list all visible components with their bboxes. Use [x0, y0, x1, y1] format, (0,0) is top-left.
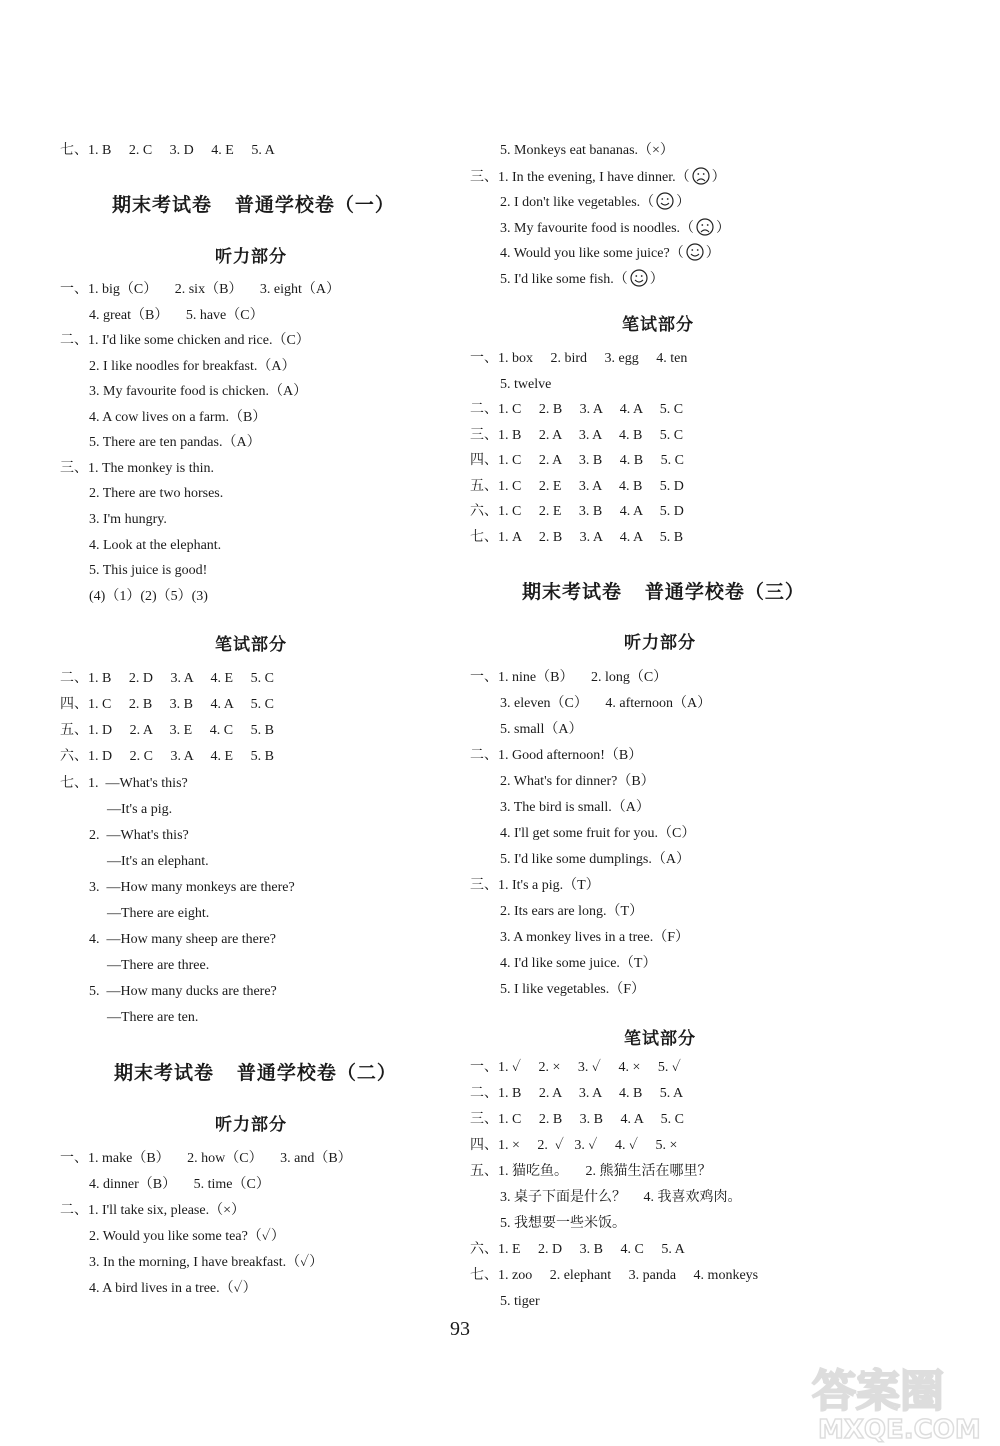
answer-line: [107, 1009, 198, 1027]
line-text: 3. eleven（C） 4. afternoon（A）: [500, 696, 712, 711]
line-text: 二、1. Good afternoon!（B）: [470, 748, 643, 763]
answer-line: [89, 562, 207, 580]
line-text: 4. I'd like some juice.（T）: [500, 956, 657, 971]
answer-line: [470, 427, 683, 445]
line-text: 一、1. make（B） 2. how（C） 3. and（B）: [60, 1151, 352, 1166]
answer-line: [500, 1215, 626, 1233]
answer-line: [60, 1150, 352, 1168]
section-title: [114, 1058, 397, 1085]
line-text: 4. Would you like some juice?（: [500, 246, 684, 261]
line-text: 2. I don't like vegetables.（: [500, 195, 655, 210]
line-text: —It's a pig.: [107, 802, 173, 817]
line-text: 听力部分: [215, 247, 287, 267]
watermark-text-cn: 答案圈: [812, 1366, 944, 1417]
line-text: 3. 桌子下面是什么？ 4. 我喜欢鸡肉。: [500, 1190, 742, 1205]
line-text: 3. My favourite food is chicken.（A）: [89, 384, 308, 399]
answer-line: [500, 1293, 540, 1311]
answer-line: [470, 1267, 758, 1285]
answer-line: [500, 825, 695, 843]
line-text: 4. Look at the elephant.: [89, 538, 222, 553]
answer-line: [470, 877, 600, 895]
answer-line: [500, 721, 582, 739]
answer-line: [89, 307, 264, 325]
answer-line: [60, 696, 274, 714]
watermark-logo: [808, 1360, 994, 1444]
line-text: 2. What's for dinner?（B）: [500, 774, 655, 789]
answer-line: [500, 981, 645, 999]
answer-line: [470, 452, 684, 470]
happy-face-icon: [630, 269, 648, 287]
line-text: 2. There are two horses.: [89, 486, 224, 501]
answer-line: [89, 931, 276, 949]
answer-line: [470, 1163, 712, 1181]
line-text: 七、1. A 2. B 3. A 4. A 5. B: [470, 530, 684, 545]
line-text: 4. —How many sheep are there?: [89, 932, 276, 947]
answer-line: [500, 929, 689, 947]
answer-line: [500, 376, 551, 394]
line-text: 四、1. C 2. B 3. B 4. A 5. C: [60, 697, 274, 712]
line-text: 3. A monkey lives in a tree.（F）: [500, 930, 689, 945]
answer-line: [89, 1228, 285, 1246]
answer-line: [470, 1085, 683, 1103]
answer-line: [60, 775, 188, 793]
line-text: 三、1. C 2. B 3. B 4. A 5. C: [470, 1112, 684, 1127]
answer-line: [89, 485, 223, 503]
answer-line: [60, 670, 274, 688]
line-text: 4. A bird lives in a tree.（✓）: [89, 1281, 257, 1296]
answer-line: [60, 281, 340, 299]
subsection-title: [624, 1024, 696, 1049]
answer-line: [470, 503, 684, 521]
answer-line: [500, 955, 657, 973]
answer-line: [60, 142, 275, 160]
answer-line: [470, 1241, 685, 1259]
line-text: 5. I'd like some fish.（: [500, 272, 628, 287]
answer-line: [470, 1137, 677, 1155]
line-text: 2. Its ears are long.（T）: [500, 904, 644, 919]
answer-line: [60, 460, 214, 478]
line-text: 四、1. C 2. A 3. B 4. B 5. C: [470, 453, 684, 468]
answer-line: [89, 383, 307, 401]
subsection-title: [215, 242, 287, 267]
section-title: [112, 190, 395, 217]
line-text: 5. —How many ducks are there?: [89, 984, 277, 999]
line-text: 4. A cow lives on a farm.（B）: [89, 410, 267, 425]
line-text: 笔试部分: [624, 1029, 696, 1049]
answer-line: [107, 801, 172, 819]
answer-line: [470, 478, 684, 496]
subsection-title: [215, 1110, 287, 1135]
line-text: 七、1. zoo 2. elephant 3. panda 4. monkeys: [470, 1268, 759, 1283]
line-text: —It's an elephant.: [107, 854, 209, 869]
line-text: 期末考试卷 普通学校卷（二）: [114, 1062, 397, 1084]
line-text: 三、1. It's a pig.（T）: [470, 878, 600, 893]
answer-line: [89, 827, 189, 845]
answer-line: [89, 511, 167, 529]
answer-line: 3. My favourite food is noodles.（ ）: [500, 218, 730, 238]
line-text: 六、1. D 2. C 3. A 4. E 5. B: [60, 749, 274, 764]
answer-line: [470, 401, 683, 419]
line-text: 4. great（B） 5. have（C）: [89, 308, 264, 323]
sad-face-icon: [696, 218, 714, 236]
line-text: 七、1. —What's this?: [60, 776, 188, 791]
subsection-title: [215, 630, 287, 655]
answer-line: [107, 905, 209, 923]
line-text: 3. —How many monkeys are there?: [89, 880, 295, 895]
line-text: —There are three.: [107, 958, 210, 973]
line-text: 期末考试卷 普通学校卷（一）: [112, 194, 395, 216]
answer-line: [500, 142, 674, 160]
line-text: 二、1. I'd like some chicken and rice.（C）: [60, 333, 310, 348]
answer-line: [89, 409, 266, 427]
answer-line: [89, 588, 208, 606]
line-text: 2. Would you like some tea?（✓）: [89, 1229, 285, 1244]
line-text: 5. There are ten pandas.（A）: [89, 435, 261, 450]
line-text: 五、1. 猫吃鱼。 2. 熊猫生活在哪里？: [470, 1164, 712, 1179]
line-text: —There are ten.: [107, 1010, 199, 1025]
happy-face-icon: [656, 192, 674, 210]
line-text: 一、1. ✓ 2. × 3. ✓ 4. × 5. ✓: [470, 1060, 681, 1075]
answer-line: [89, 1176, 270, 1194]
answer-line: 三、1. In the evening, I have dinner.（ ）: [470, 167, 726, 187]
answer-line: [470, 1111, 684, 1129]
line-text: 七、1. B 2. C 3. D 4. E 5. A: [60, 143, 275, 158]
answer-line: [60, 722, 274, 740]
answer-line: [89, 434, 261, 452]
line-text: 4. dinner（B） 5. time（C）: [89, 1177, 270, 1192]
answer-line: [107, 957, 209, 975]
answer-line: [500, 851, 690, 869]
line-text: 二、1. C 2. B 3. A 4. A 5. C: [470, 402, 684, 417]
answer-line: [470, 529, 683, 547]
answer-line: [89, 983, 277, 1001]
happy-face-icon: [686, 243, 704, 261]
answer-line: [500, 1189, 742, 1207]
answer-line: [500, 773, 655, 791]
answer-line: 5. I'd like some fish.（ ）: [500, 269, 664, 289]
answer-line: [470, 1059, 681, 1077]
answer-line: [89, 358, 295, 376]
line-text: 5. Monkeys eat bananas.（×）: [500, 143, 674, 158]
line-text: —There are eight.: [107, 906, 210, 921]
answer-line: [500, 695, 711, 713]
line-text: 六、1. E 2. D 3. B 4. C 5. A: [470, 1242, 685, 1257]
line-text: 三、1. The monkey is thin.: [60, 461, 214, 476]
section-title: [522, 577, 805, 604]
answer-line: [89, 537, 221, 555]
answer-line: 4. Would you like some juice?（ ）: [500, 243, 720, 263]
line-text: 六、1. C 2. E 3. B 4. A 5. D: [470, 504, 684, 519]
sad-face-icon: [692, 167, 710, 185]
line-text: 三、1. B 2. A 3. A 4. B 5. C: [470, 428, 684, 443]
answer-line: [470, 350, 687, 368]
line-text: 3. In the morning, I have breakfast.（✓）: [89, 1255, 324, 1270]
answer-line: [107, 853, 209, 871]
line-text: 四、1. × 2. ✓ 3. ✓ 4. ✓ 5. ×: [470, 1138, 678, 1153]
line-text: 3. The bird is small.（A）: [500, 800, 650, 815]
line-text: 4. I'll get some fruit for you.（C）: [500, 826, 696, 841]
line-text: 5. I'd like some dumplings.（A）: [500, 852, 690, 867]
answer-line: [500, 799, 650, 817]
line-text: 一、1. nine（B） 2. long（C）: [470, 670, 668, 685]
line-text: 五、1. D 2. A 3. E 4. C 5. B: [60, 723, 274, 738]
line-text: 一、1. big（C） 2. six（B） 3. eight（A）: [60, 282, 341, 297]
line-text: 一、1. box 2. bird 3. egg 4. ten: [470, 351, 688, 366]
answer-line: [60, 748, 274, 766]
line-text: 听力部分: [215, 1115, 287, 1135]
page-number: 93: [450, 1318, 470, 1340]
line-text: 5. I like vegetables.（F）: [500, 982, 646, 997]
line-text: 期末考试卷 普通学校卷（三）: [522, 581, 805, 603]
line-text: 2. I like noodles for breakfast.（A）: [89, 359, 296, 374]
answer-line: 2. I don't like vegetables.（ ）: [500, 192, 690, 212]
line-text: 笔试部分: [622, 315, 694, 335]
subsection-title: [624, 628, 696, 653]
watermark-text-url: MXQE.COM: [818, 1415, 981, 1444]
line-text: 3. I'm hungry.: [89, 512, 167, 527]
answer-line: [470, 747, 642, 765]
answer-line: [60, 1202, 245, 1220]
line-text: (4)（1）(2)（5）(3): [89, 589, 208, 604]
line-text: 笔试部分: [215, 635, 287, 655]
line-text: 听力部分: [624, 633, 696, 653]
line-text: 5. This juice is good!: [89, 563, 208, 578]
answer-line: [89, 879, 295, 897]
line-text: 2. —What's this?: [89, 828, 189, 843]
answer-line: [60, 332, 310, 350]
answer-line: [500, 903, 643, 921]
line-text: 5. tiger: [500, 1294, 540, 1309]
line-text: 二、1. I'll take six, please.（×）: [60, 1203, 245, 1218]
answer-line: [470, 669, 667, 687]
line-text: 三、1. In the evening, I have dinner.（: [470, 170, 690, 185]
line-text: 5. twelve: [500, 377, 552, 392]
line-text: 5. small（A）: [500, 722, 583, 737]
answer-line: [89, 1254, 323, 1272]
line-text: 五、1. C 2. E 3. A 4. B 5. D: [470, 479, 684, 494]
line-text: 二、1. B 2. A 3. A 4. B 5. A: [470, 1086, 684, 1101]
line-text: 5. 我想要一些米饭。: [500, 1216, 626, 1231]
answer-line: [89, 1280, 257, 1298]
subsection-title: [622, 310, 694, 335]
line-text: 二、1. B 2. D 3. A 4. E 5. C: [60, 671, 274, 686]
line-text: 3. My favourite food is noodles.（: [500, 221, 695, 236]
